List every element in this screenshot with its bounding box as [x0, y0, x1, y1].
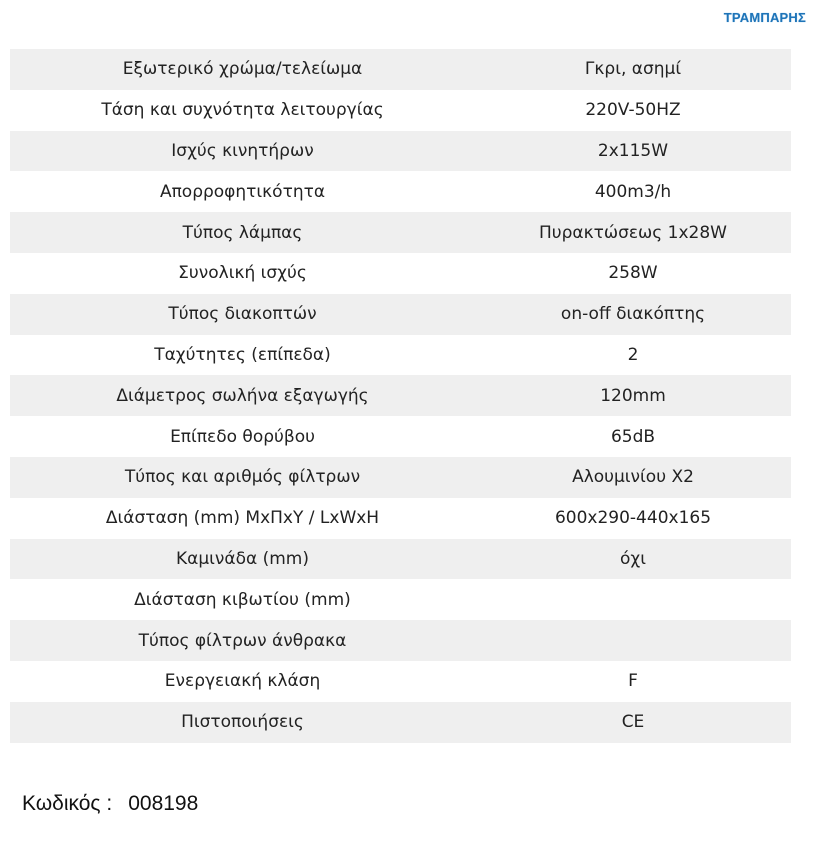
spec-row-energy-class [10, 661, 791, 702]
spec-label: Ταχύτητες (επίπεδα) [154, 344, 331, 365]
spec-row-speeds [10, 335, 791, 376]
spec-row-box-dimensions [10, 579, 791, 620]
spec-value: on-off διακόπτης [560, 304, 706, 325]
spec-value: CE [621, 712, 645, 733]
spec-row-noise [10, 416, 791, 457]
spec-row-total-power [10, 253, 791, 294]
spec-label: Τύπος και αριθμός φίλτρων [124, 467, 361, 488]
product-code-label: Κωδικός : [22, 792, 113, 815]
spec-value: 2 [627, 344, 639, 365]
spec-value: Αλουμινίου X2 [572, 467, 694, 488]
spec-row-filters [10, 457, 791, 498]
spec-table [10, 49, 791, 743]
spec-value: 65dB [610, 426, 656, 447]
spec-label: Ισχύς κινητήρων [171, 140, 314, 161]
spec-label: Συνολική ισχύς [178, 263, 307, 284]
spec-label: Εξωτερικό χρώμα/τελείωμα [122, 59, 363, 80]
spec-row-duct-diameter [10, 375, 791, 416]
spec-row-color [10, 49, 791, 90]
spec-label: Τάση και συχνότητα λειτουργίας [101, 100, 384, 121]
spec-row-carbon-filters [10, 620, 791, 661]
spec-value: F [628, 671, 638, 692]
brand-logo: ΤΡΑΜΠΑΡΗΣ [723, 10, 806, 25]
product-code [22, 792, 198, 816]
spec-value: 2x115W [597, 140, 669, 161]
spec-row-lamp-type [10, 212, 791, 253]
spec-row-motor-power [10, 131, 791, 172]
spec-row-dimensions [10, 498, 791, 539]
spec-value: 258W [608, 263, 658, 284]
spec-row-voltage [10, 90, 791, 131]
spec-label: Πιστοποιήσεις [181, 712, 304, 733]
spec-value: Πυρακτώσεως 1x28W [538, 222, 727, 243]
spec-value: 400m3/h [594, 181, 672, 202]
spec-value: Γκρι, ασημί [584, 59, 682, 80]
spec-value: 220V-50HZ [585, 100, 681, 121]
spec-row-switch-type [10, 294, 791, 335]
spec-row-chimney [10, 539, 791, 580]
spec-label: Απορροφητικότητα [159, 181, 326, 202]
spec-label: Διάσταση (mm) ΜxΠxΥ / LxWxH [105, 508, 380, 529]
spec-value: 600x290-440x165 [554, 508, 712, 529]
spec-label: Τύπος λάμπας [182, 222, 303, 243]
spec-label: Καμινάδα (mm) [175, 548, 310, 569]
spec-value: όχι [620, 548, 646, 569]
spec-label: Ενεργειακή κλάση [164, 671, 321, 692]
spec-row-extraction [10, 171, 791, 212]
spec-label: Τύπος διακοπτών [168, 304, 317, 325]
spec-row-certifications [10, 702, 791, 743]
product-code-value: 008198 [128, 792, 199, 815]
spec-label: Τύπος φίλτρων άνθρακα [138, 630, 347, 651]
spec-label: Διάσταση κιβωτίου (mm) [134, 589, 351, 610]
spec-value: 120mm [600, 385, 666, 406]
spec-label: Διάμετρος σωλήνα εξαγωγής [116, 385, 369, 406]
spec-label: Επίπεδο θορύβου [170, 426, 315, 447]
